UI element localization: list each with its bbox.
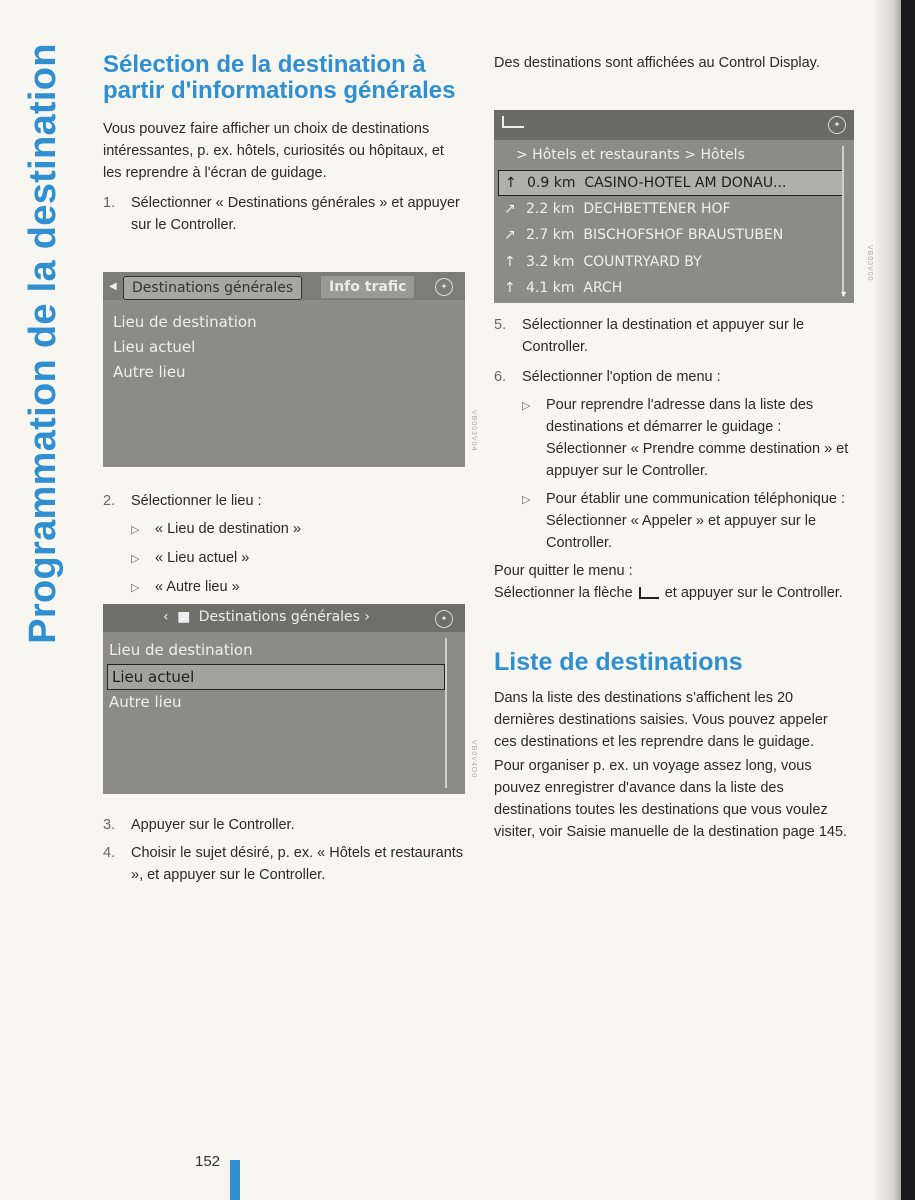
chevron-left-icon: ‹ [163,609,169,625]
control-display-screen-3 [494,110,854,303]
scroll-down-icon[interactable]: ▼ [839,289,848,299]
section-heading: Sélection de la destination à partir d'informations générales [103,51,456,104]
bullet-item: ▷ « Lieu actuel » [131,547,465,570]
bullet-item: ▷ « Lieu de destination » [131,518,465,541]
bullet-item: ▷ Pour établir une communication téléphonique : Sélectionner « Appeler » et appuyer sur le Controller. [522,488,854,554]
step-number: 6. [494,369,507,385]
intro-paragraph: Des destinations sont affichées au Control Display. [494,55,820,71]
image-code: VB03V00 [866,245,873,282]
car-icon: ■ [177,609,191,625]
triangle-bullet-icon: ▷ [522,494,531,506]
chapter-title-text: Programmation de la destination [21,42,64,644]
screen-title: ‹ ■ Destinations générales › [163,609,371,625]
scrollbar[interactable] [842,146,844,296]
step-1 [103,192,465,236]
breadcrumb: > Hôtels et restaurants > Hôtels [516,147,745,163]
step-text: Sélectionner « Destinations générales » et appuyer sur le Controller. [131,195,460,233]
back-arrow-icon [639,587,659,599]
step-text: Sélectionner le lieu : [131,493,262,509]
destination-list-paragraph: Pour organiser p. ex. un voyage assez long, vous pouvez enregistrer d'avance dans la liste des destinations toutes les destinations que vous voulez visiter, voir Saisie manuelle de la destination page 145. [494,758,848,840]
step-number: 2. [103,493,116,509]
step-3 [103,814,465,836]
screen-header [494,110,854,140]
left-arrow-icon: ◀ [109,281,117,292]
step-2-block [103,482,465,599]
page-binding-edge [875,0,915,1200]
step-6 [494,366,854,388]
step-text: Sélectionner l'option de menu : [522,369,721,385]
destination-list-paragraph: Dans la liste des destinations s'affichent les 20 dernières destinations saisies. Vous pouvez appeler ces destinations et les reprendre dans le guidage. [494,690,828,750]
triangle-bullet-icon: ▷ [131,553,140,565]
scrollbar[interactable] [445,638,447,788]
tab-info-trafic[interactable]: Info trafic [321,276,414,298]
destination-row-selected[interactable]: ↑ 0.9 km CASINO-HOTEL AM DONAU... [498,170,844,196]
controller-icon: ✦ [828,116,846,134]
back-arrow-icon[interactable] [502,116,524,128]
direction-arrow-icon: ↗ [504,227,516,243]
direction-arrow-icon: ↗ [504,201,516,217]
right-column-steps [494,314,854,843]
step-number: 5. [494,317,507,333]
direction-arrow-icon: ↑ [505,175,517,191]
intro-paragraph: Vous pouvez faire afficher un choix de destinations intéressantes, p. ex. hôtels, curiosités ou hôpitaux, et les reprendre à l'écran de guidage. [103,121,444,181]
controller-icon: ✦ [435,610,453,628]
step-number: 3. [103,817,116,833]
step-5 [494,314,854,358]
triangle-bullet-icon: ▷ [522,400,531,412]
triangle-bullet-icon: ▷ [131,524,140,536]
step-2 [103,490,465,512]
right-column-top [494,52,854,74]
steps-3-4-block [103,806,465,886]
chevron-right-icon: › [364,609,371,625]
screen-list-item-selected[interactable]: Lieu actuel [107,664,445,690]
step-text: Choisir le sujet désiré, p. ex. « Hôtels et restaurants », et appuyer sur le Controller. [131,845,464,883]
step-number: 1. [103,195,116,211]
screen-list-item[interactable]: Autre lieu [109,693,182,711]
step-text: Appuyer sur le Controller. [131,817,295,833]
image-code: VB0V4O0 [470,740,477,779]
triangle-bullet-icon: ▷ [131,582,140,594]
quit-menu-instruction: Sélectionner la flèche et appuyer sur le Controller. [494,585,843,601]
quit-menu-label: Pour quitter le menu : [494,563,633,579]
controller-icon: ✦ [435,278,453,296]
control-display-screen-1 [103,272,465,467]
direction-arrow-icon: ↑ [504,280,516,296]
screen-list-item[interactable]: Lieu actuel [113,338,196,356]
bullet-item: ▷ Pour reprendre l'adresse dans la liste des destinations et démarrer le guidage : Sélectionner « Prendre comme destination » et appuyer sur le Controller. [522,394,854,482]
destination-row[interactable]: ↗ 2.2 km DECHBETTENER HOF [504,197,834,221]
direction-arrow-icon: ↑ [504,254,516,270]
step-4 [103,842,465,886]
destination-row[interactable]: ↗ 2.7 km BISCHOFSHOF BRAUSTUBEN [504,223,834,247]
left-column [103,52,465,236]
step-text: Sélectionner la destination et appuyer sur le Controller. [522,317,805,355]
destination-row[interactable]: ↑ 3.2 km COUNTRYARD BY [504,250,834,274]
destination-row[interactable]: ↑ 4.1 km ARCH [504,276,834,300]
image-code: VB003V04 [470,410,477,452]
control-display-screen-2 [103,604,465,794]
screen-list-item[interactable]: Lieu de destination [113,313,257,331]
step-number: 4. [103,845,116,861]
chapter-side-title [8,42,78,644]
screen-list-item[interactable]: Lieu de destination [109,641,253,659]
screen-list-item[interactable]: Autre lieu [113,363,186,381]
bullet-item: ▷ « Autre lieu » [131,576,465,599]
page-tab-marker [230,1160,240,1200]
tab-destinations-generales[interactable]: Destinations générales [123,276,302,300]
page-number: 152 [195,1153,221,1170]
section-heading-destination-list: Liste de destinations [494,648,743,676]
